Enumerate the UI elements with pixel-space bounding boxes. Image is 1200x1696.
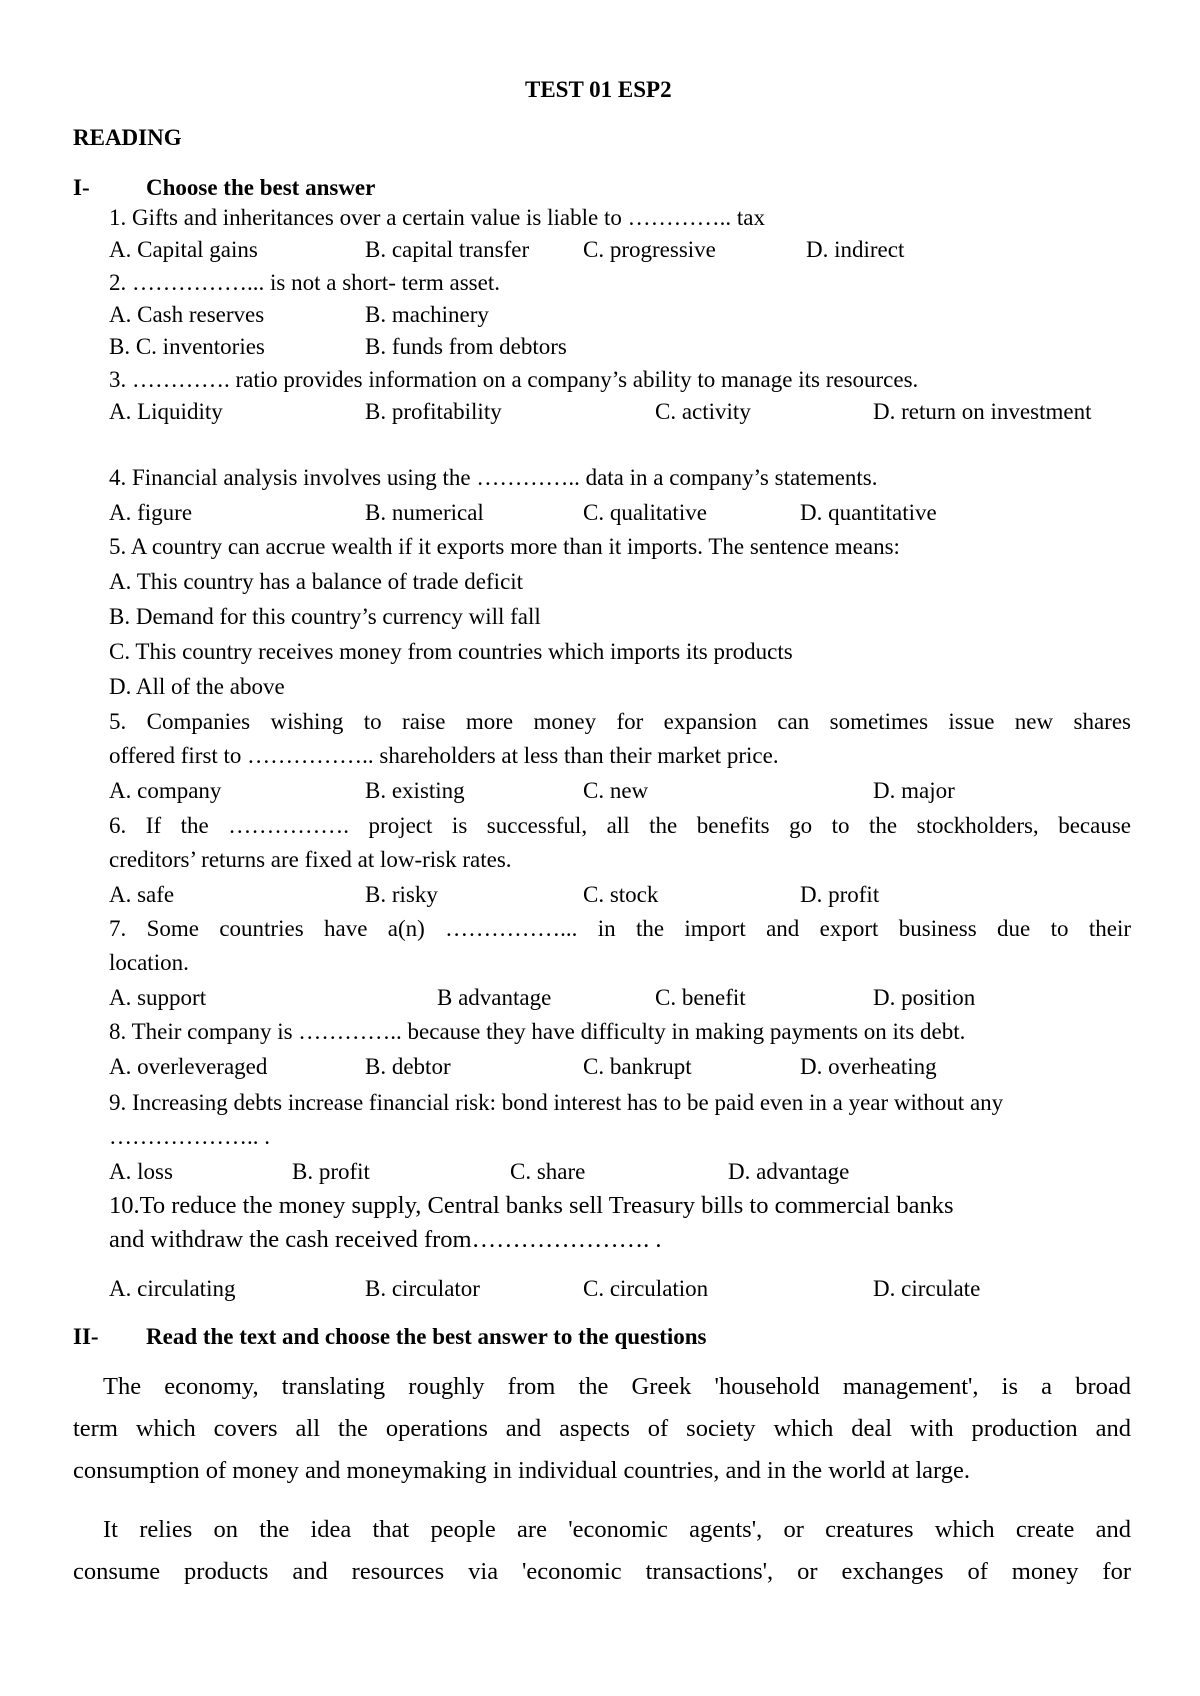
- question-9-line1: 9. Increasing debts increase financial risk: bond interest has to be paid even in a year without any: [109, 1090, 1004, 1115]
- part2-number: II-: [73, 1324, 99, 1349]
- q5a-option-a: A. This country has a balance of trade deficit: [109, 569, 524, 594]
- question-1: 1. Gifts and inheritances over a certain value is liable to ………….. tax: [109, 205, 765, 230]
- q3-option-d: D. return on investment: [873, 399, 1092, 424]
- q9-option-c: C. share: [510, 1159, 586, 1184]
- q6-option-d: D. profit: [800, 882, 880, 907]
- q5b-option-d: D. major: [873, 778, 955, 803]
- q5b-option-c: C. new: [583, 778, 649, 803]
- q5b-option-a: A. company: [109, 778, 222, 803]
- q3-option-c: C. activity: [655, 399, 751, 424]
- question-10-line2: and withdraw the cash received from…………………. .: [109, 1226, 662, 1253]
- question-2: 2. ……………... is not a short- term asset.: [109, 270, 500, 295]
- q1-option-c: C. progressive: [583, 237, 716, 262]
- q4-option-c: C. qualitative: [583, 500, 707, 525]
- q1-option-b: B. capital transfer: [365, 237, 530, 262]
- q7-option-d: D. position: [873, 985, 976, 1010]
- q10-option-c: C. circulation: [583, 1276, 709, 1301]
- test-title: TEST 01 ESP2: [525, 77, 672, 102]
- q2-option-d: B. funds from debtors: [365, 334, 567, 359]
- question-6-line2: creditors’ returns are fixed at low-risk rates.: [109, 847, 512, 872]
- q6-option-c: C. stock: [583, 882, 659, 907]
- q10-option-d: D. circulate: [873, 1276, 981, 1301]
- q7-option-a: A. support: [109, 985, 207, 1010]
- question-5b-line2: offered first to …………….. shareholders at less than their market price.: [109, 743, 779, 768]
- q6-option-b: B. risky: [365, 882, 438, 907]
- q1-option-d: D. indirect: [806, 237, 905, 262]
- q3-option-a: A. Liquidity: [109, 399, 223, 424]
- part1-heading: Choose the best answer: [146, 175, 376, 200]
- q5a-option-d: D. All of the above: [109, 674, 285, 699]
- q8-option-d: D. overheating: [800, 1054, 937, 1079]
- q3-option-b: B. profitability: [365, 399, 502, 424]
- q4-option-a: A. figure: [109, 500, 193, 525]
- passage-para2-line1: It relies on the idea that people are 'economic agents', or creatures which create and: [103, 1516, 1131, 1543]
- q5a-option-b: B. Demand for this country’s currency will fall: [109, 604, 541, 629]
- q1-option-a: A. Capital gains: [109, 237, 258, 262]
- question-9-line2: ……………….. .: [109, 1124, 270, 1149]
- passage-para2-line2: consume products and resources via 'economic transactions', or exchanges of money for: [73, 1558, 1131, 1585]
- question-3: 3. …………. ratio provides information on a company’s ability to manage its resources.: [109, 367, 919, 392]
- q4-option-b: B. numerical: [365, 500, 484, 525]
- question-7-line1: 7. Some countries have a(n) ……………... in the import and export business due to their: [109, 916, 1131, 941]
- q7-option-c: C. benefit: [655, 985, 746, 1010]
- part1-number: I-: [73, 175, 90, 200]
- q9-option-b: B. profit: [292, 1159, 370, 1184]
- q8-option-a: A. overleveraged: [109, 1054, 268, 1079]
- q2-option-c: B. C. inventories: [109, 334, 265, 359]
- q8-option-c: C. bankrupt: [583, 1054, 692, 1079]
- section-heading: READING: [73, 125, 182, 150]
- question-5b-line1: 5. Companies wishing to raise more money for expansion can sometimes issue new shares: [109, 709, 1131, 734]
- q5b-option-b: B. existing: [365, 778, 465, 803]
- q5a-option-c: C. This country receives money from countries which imports its products: [109, 639, 793, 664]
- q10-option-b: B. circulator: [365, 1276, 480, 1301]
- question-6-line1: 6. If the ……………. project is successful, all the benefits go to the stockholders, because: [109, 813, 1131, 838]
- passage-para1-line2: term which covers all the operations and aspects of society which deal with production and: [73, 1415, 1131, 1442]
- q9-option-a: A. loss: [109, 1159, 173, 1184]
- question-7-line2: location.: [109, 950, 189, 975]
- q10-option-a: A. circulating: [109, 1276, 236, 1301]
- question-10-line1: 10.To reduce the money supply, Central banks sell Treasury bills to commercial banks: [109, 1192, 954, 1219]
- question-4: 4. Financial analysis involves using the ………….. data in a company’s statements.: [109, 465, 878, 490]
- passage-para1-line1: The economy, translating roughly from the Greek 'household management', is a broad: [103, 1373, 1131, 1400]
- q2-option-b: B. machinery: [365, 302, 489, 327]
- q8-option-b: B. debtor: [365, 1054, 451, 1079]
- part2-heading: Read the text and choose the best answer to the questions: [146, 1324, 707, 1349]
- q4-option-d: D. quantitative: [800, 500, 937, 525]
- q2-option-a: A. Cash reserves: [109, 302, 265, 327]
- question-8: 8. Their company is ………….. because they have difficulty in making payments on its debt.: [109, 1019, 966, 1044]
- question-5a: 5. A country can accrue wealth if it exports more than it imports. The sentence means:: [109, 534, 900, 559]
- q7-option-b: B advantage: [437, 985, 552, 1010]
- passage-para1-line3: consumption of money and moneymaking in individual countries, and in the world at large.: [73, 1457, 971, 1484]
- q9-option-d: D. advantage: [728, 1159, 850, 1184]
- q6-option-a: A. safe: [109, 882, 175, 907]
